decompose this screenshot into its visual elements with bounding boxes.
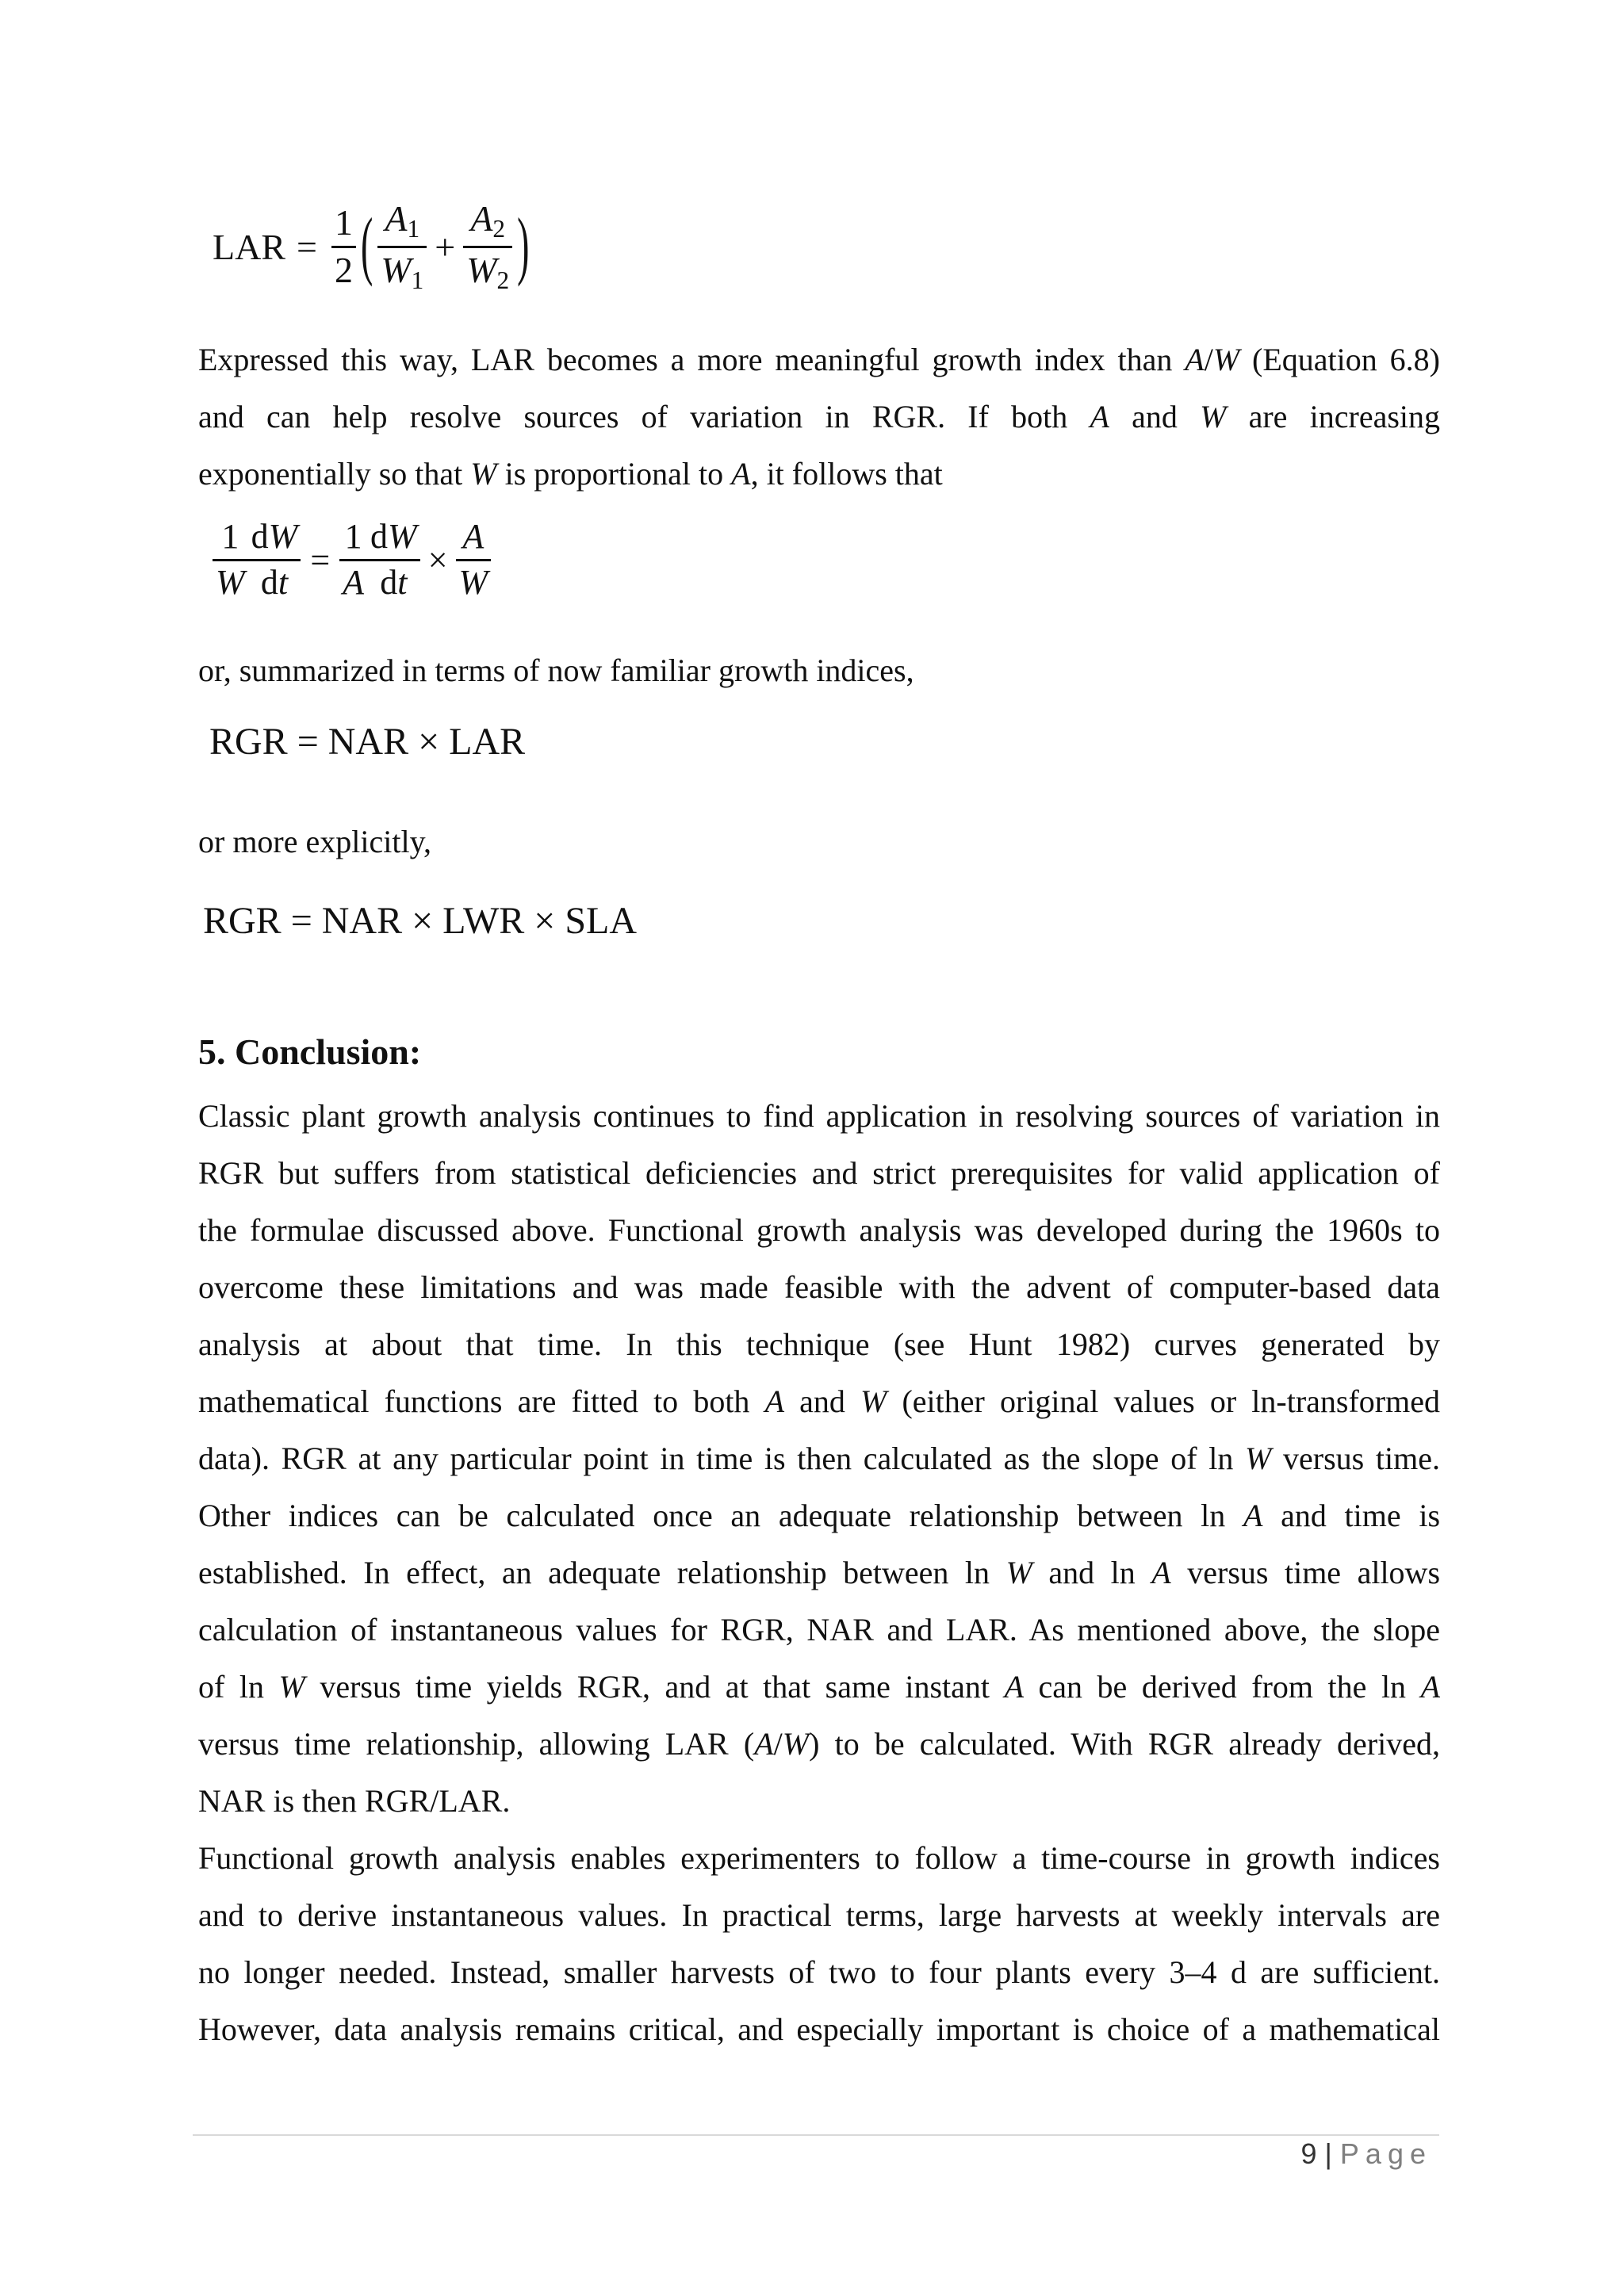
eq-a2-over-w2: $\frac{A_2}{W_2}$ (463, 200, 512, 293)
paragraph-summarized: or, summarized in terms of now familiar growth indices, (198, 652, 914, 688)
paragraph-conclusion: Classic plant growth analysis continues to find application in resolving sources of variation in RGR but suffers from statistical deficiencies and strict prerequisites for valid application of the formulae discussed above. Functional growth analysis was developed during the 1960s to overcome these limitations and was made feasible with the advent of computer-based data analysis at about that time. In this technique (see Hunt 1982) curves generated by mathematical functions are fitted to both A and W (either original values or ln-transformed data). RGR at any particular point in time is then calculated as the slope of ln W versus time. Other indices can be calculated once an adequate relationship between ln A and time is established. In effect, an adequate relationship between ln W and ln A versus time allows calculation of instantaneous values for RGR, NAR and LAR. As mentioned above, the slope of ln W versus time yields RGR, and at that same instant A can be derived from the ln A versus time relationship, allowing LAR (A/W) to be calculated. With RGR already derived, NAR is then RGR/LAR. Functional growth analysis enables experimenters to follow a time-course in growth indices and to derive instantaneous values. In practical terms, large harvests at weekly intervals are no longer needed. Instead, smaller harvests of two to four plants every 3–4 d are sufficient. However, data analysis remains critical, and especially important is choice of a mathematical (198, 1098, 1440, 2047)
paragraph-more-explicitly: or more explicitly, (198, 824, 431, 859)
eq-lhs: LAR (213, 226, 285, 267)
paragraph-lar-explanation: Expressed this way, LAR becomes a more meaningful growth index than A/W (Equation 6.8) and can help resolve sources of variation in RGR. If both A and W are increasing exponentially so that W is proportional to A, it follows that (198, 342, 1440, 492)
footer-divider (193, 2134, 1439, 2136)
page-number: 9 (1300, 2137, 1317, 2170)
eq-times: × (427, 540, 448, 580)
eq-plus: + (435, 226, 456, 267)
equation-lar (213, 187, 531, 306)
section-heading-conclusion: 5. Conclusion: (198, 1031, 422, 1072)
eq-equals: = (297, 226, 317, 267)
equation-rgr-derivative: $\frac{1}{W}$ $\frac{dW}{dt}$ = $\frac{1}{A}$ $\frac{dW}{dt}$ × $\frac{A}{W}$ (213, 504, 491, 615)
eq-equals: = (310, 540, 331, 580)
eq-left-paren: ( (360, 201, 373, 287)
eq-right-paren: ) (517, 201, 530, 287)
page-footer (1301, 2137, 1433, 2171)
eq-half: $\frac{1}{2}$ (331, 204, 356, 289)
page-label: Page (1339, 2137, 1432, 2170)
equation-rgr-nar-lar: RGR = NAR × LAR (209, 721, 526, 763)
equation-rgr-nar-lwr-sla: RGR = NAR × LWR × SLA (203, 900, 638, 942)
footer-separator: | (1324, 2137, 1332, 2170)
eq-a1-over-w1: $\frac{A_1}{W_1}$ (377, 200, 427, 293)
